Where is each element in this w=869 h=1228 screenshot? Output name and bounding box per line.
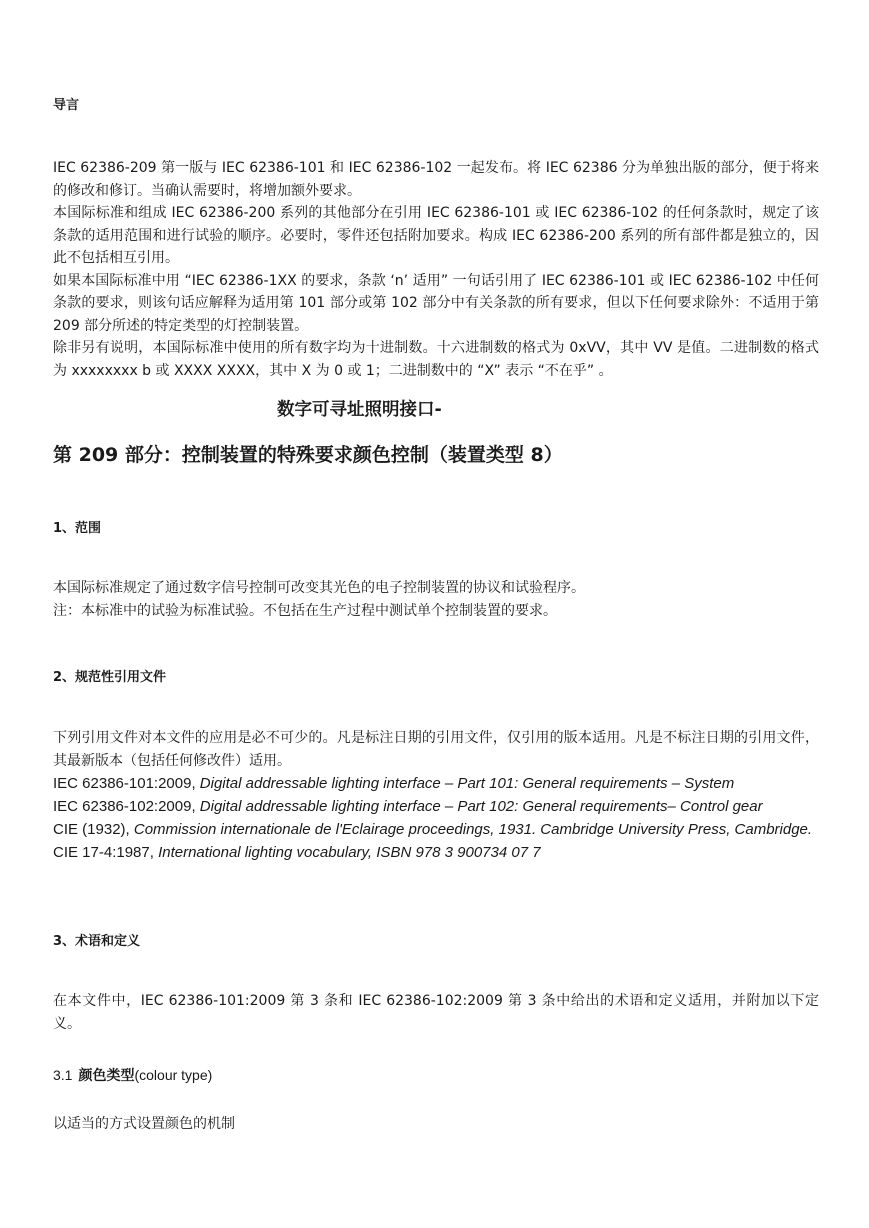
scope-note: 注：本标准中的试验为标准试验。不包括在生产过程中测试单个控制装置的要求。 [53, 602, 557, 619]
reference-item [53, 795, 819, 818]
subsection-number: 3.1 [53, 1067, 73, 1083]
reference-list [53, 772, 819, 864]
document-subtitle: 第 209 部分：控制装置的特殊要求颜色控制（装置类型 8） [53, 444, 563, 466]
reference-item [53, 841, 819, 864]
intro-paragraph: 如果本国际标准中用 “IEC 62386-1XX 的要求，条款 ‘n’ 适用” 一句话引用了 IEC 62386-101 或 IEC 62386-102 中任何条款的要求，则该句话应解释为适用第 101 部分或第 102 部分中有关条款的所有要求，但以下任何要求除外：不适用于第 209 部分所述的特定类型的灯控制装置。 [53, 272, 819, 334]
reference-code: CIE (1932), [53, 821, 134, 838]
intro-body [53, 157, 819, 382]
scope-paragraph: 本国际标准规定了通过数字信号控制可改变其光色的电子控制装置的协议和试验程序。 [53, 580, 585, 596]
section-2-heading: 2、规范性引用文件 [53, 670, 167, 685]
intro-paragraph: 本国际标准和组成 IEC 62386-200 系列的其他部分在引用 IEC 62386-101 或 IEC 62386-102 的任何条款时，规定了该条款的适用范围和进行试验的顺序。必要时，零件还包括附加要求。构成 IEC 62386-200 系列的所有部件都是独立的，因此不包括相互引用。 [53, 205, 819, 266]
reference-title: International lighting vocabulary, ISBN 978 3 900734 07 7 [158, 844, 541, 861]
section-1-body [53, 577, 819, 622]
intro-heading: 导言 [53, 98, 80, 113]
reference-title: Commission internationale de l'Eclairage proceedings, 1931. Cambridge University Press, Cambridge. [133, 821, 813, 838]
subsection-term: 颜色类型 [78, 1068, 135, 1084]
document-title: 数字可寻址照明接口- [277, 400, 442, 420]
section-2-intro: 下列引用文件对本文件的应用是必不可少的。凡是标注日期的引用文件，仅引用的版本适用。凡是不标注日期的引用文件，其最新版本（包括任何修改件）适用。 [53, 730, 819, 769]
subsection-3-1-definition: 以适当的方式设置颜色的机制 [53, 1116, 235, 1132]
reference-code: CIE 17-4:1987, [53, 844, 159, 861]
reference-title: Digital addressable lighting interface – Part 101: General requirements – System [199, 775, 735, 792]
intro-paragraph: IEC 62386-209 第一版与 IEC 62386-101 和 IEC 62386-102 一起发布。将 IEC 62386 分为单独出版的部分，便于将来的修改和修订。当确认需要时，将增加额外要求。 [53, 160, 819, 199]
reference-code: IEC 62386-102:2009, [53, 798, 200, 815]
intro-paragraph: 除非另有说明，本国际标准中使用的所有数字均为十进制数。十六进制数的格式为 0xVV，其中 VV 是值。二进制数的格式为 xxxxxxxx b 或 XXXX XXXX，其中 X 为 0 或 1；二进制数中的 “X” 表示 “不在乎” 。 [53, 340, 819, 379]
reference-item [53, 772, 819, 795]
reference-code: IEC 62386-101:2009, [53, 775, 200, 792]
reference-title: Digital addressable lighting interface – Part 102: General requirements– Control gear [199, 798, 763, 815]
subsection-term-english: (colour type) [134, 1067, 213, 1083]
subsection-3-1-heading [53, 1065, 819, 1085]
reference-item [53, 818, 819, 841]
section-1-heading: 1、范围 [53, 521, 102, 536]
section-3-heading: 3、术语和定义 [53, 934, 141, 949]
section-3-intro: 在本文件中，IEC 62386-101:2009 第 3 条和 IEC 62386-102:2009 第 3 条中给出的术语和定义适用，并附加以下定义。 [53, 993, 819, 1032]
